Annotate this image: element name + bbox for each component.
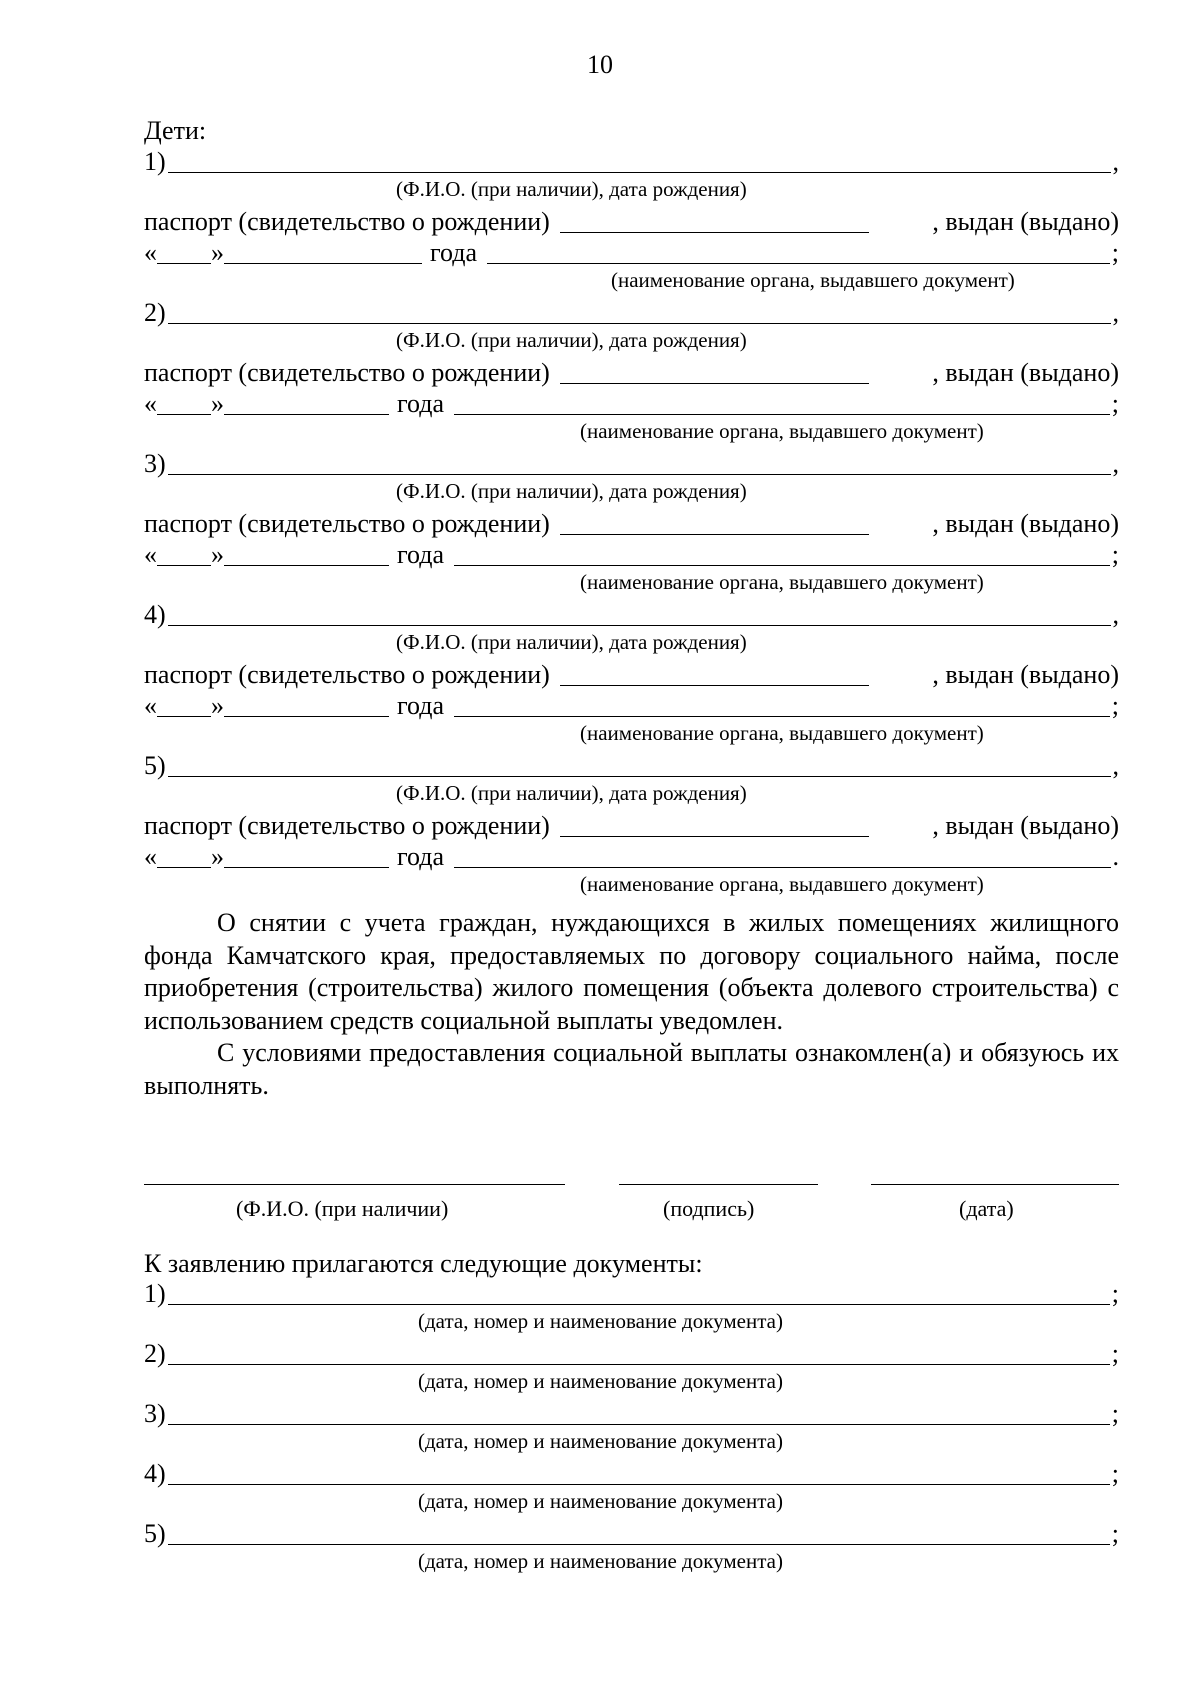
child-line-end: , [1112, 600, 1119, 629]
attachment-number: 5) [144, 1519, 166, 1548]
attachment-line [144, 1519, 1119, 1549]
day-input[interactable] [157, 540, 211, 566]
issued-label: , выдан (выдано) [932, 811, 1119, 840]
attachment-line [144, 1279, 1119, 1309]
passport-line [144, 659, 1119, 690]
issued-label: , выдан (выдано) [932, 660, 1119, 689]
attachment-line-end: ; [1111, 1459, 1119, 1488]
child-entry [144, 146, 1119, 297]
day-input[interactable] [157, 389, 211, 415]
attachment-number: 1) [144, 1279, 166, 1308]
authority-caption-text: (наименование органа, выдавшего документ) [580, 872, 984, 896]
authority-input[interactable] [487, 238, 1110, 264]
authority-caption-text: (наименование органа, выдавшего документ) [580, 721, 984, 745]
attachment-caption-text: (дата, номер и наименование документа) [418, 1489, 783, 1513]
child-number: 4) [144, 600, 166, 629]
fio-label: (Ф.И.О. (при наличии) [236, 1196, 449, 1221]
passport-label: паспорт (свидетельство о рождении) [144, 811, 550, 840]
date-label: (дата) [959, 1196, 1014, 1221]
issue-line-end: . [1112, 842, 1119, 871]
attachment-input[interactable] [168, 1459, 1110, 1485]
child-line-end: , [1112, 449, 1119, 478]
attachment-input[interactable] [168, 1279, 1110, 1305]
quote-open: « [144, 389, 157, 418]
attachment-caption-text: (дата, номер и наименование документа) [418, 1369, 783, 1393]
child-name-line [144, 599, 1119, 630]
issue-date-line [144, 388, 1119, 419]
authority-caption [144, 570, 1119, 599]
passport-label: паспорт (свидетельство о рождении) [144, 660, 550, 689]
authority-caption [144, 268, 1119, 297]
issued-label: , выдан (выдано) [932, 358, 1119, 387]
attachment-line-end: ; [1111, 1519, 1119, 1548]
authority-input[interactable] [454, 691, 1110, 717]
authority-caption [144, 721, 1119, 750]
issued-label: , выдан (выдано) [932, 207, 1119, 236]
authority-input[interactable] [454, 389, 1110, 415]
child-number: 3) [144, 449, 166, 478]
attachments-heading: К заявлению прилагаются следующие документы: [144, 1249, 703, 1278]
day-input[interactable] [157, 842, 211, 868]
issued-label: , выдан (выдано) [932, 509, 1119, 538]
attachment-caption [144, 1429, 1119, 1459]
attachment-caption-text: (дата, номер и наименование документа) [418, 1429, 783, 1453]
child-name-line [144, 146, 1119, 177]
child-fio-input[interactable] [168, 298, 1111, 324]
quote-open: « [144, 238, 157, 267]
attachment-line [144, 1339, 1119, 1369]
passport-input[interactable] [560, 509, 869, 535]
issue-line-end: ; [1111, 238, 1119, 267]
attachment-input[interactable] [168, 1399, 1110, 1425]
issue-date-line [144, 841, 1119, 872]
fio-caption-text: (Ф.И.О. (при наличии), дата рождения) [396, 781, 747, 805]
year-label: года [430, 238, 478, 267]
child-name-line [144, 297, 1119, 328]
authority-caption [144, 872, 1119, 901]
authority-input[interactable] [454, 540, 1110, 566]
quote-close: » [211, 691, 224, 720]
attachment-caption-text: (дата, номер и наименование документа) [418, 1309, 783, 1333]
passport-line [144, 810, 1119, 841]
child-fio-input[interactable] [168, 449, 1111, 475]
fio-caption-text: (Ф.И.О. (при наличии), дата рождения) [396, 479, 747, 503]
children-section [144, 146, 1119, 901]
passport-input[interactable] [560, 207, 869, 233]
authority-caption-text: (наименование органа, выдавшего документ) [580, 419, 984, 443]
passport-line [144, 357, 1119, 388]
fio-signature-line[interactable] [144, 1160, 565, 1185]
child-fio-input[interactable] [168, 600, 1111, 626]
attachment-caption [144, 1489, 1119, 1519]
attachment-line-end: ; [1111, 1339, 1119, 1368]
month-input[interactable] [224, 389, 389, 415]
year-label: года [397, 540, 445, 569]
passport-label: паспорт (свидетельство о рождении) [144, 207, 550, 236]
quote-open: « [144, 540, 157, 569]
fio-caption-text: (Ф.И.О. (при наличии), дата рождения) [396, 630, 747, 654]
quote-close: » [211, 238, 224, 267]
quote-close: » [211, 540, 224, 569]
authority-caption-text: (наименование органа, выдавшего документ) [580, 570, 984, 594]
issue-date-line [144, 539, 1119, 570]
child-fio-input[interactable] [168, 147, 1111, 173]
attachment-number: 4) [144, 1459, 166, 1488]
attachment-input[interactable] [168, 1519, 1110, 1545]
passport-input[interactable] [560, 660, 869, 686]
page-number: 10 [587, 50, 613, 79]
day-input[interactable] [157, 691, 211, 717]
year-label: года [397, 389, 445, 418]
month-input[interactable] [224, 540, 389, 566]
passport-input[interactable] [560, 811, 869, 837]
attachment-line-end: ; [1111, 1399, 1119, 1428]
issue-date-line [144, 690, 1119, 721]
child-number: 5) [144, 751, 166, 780]
child-number: 2) [144, 298, 166, 327]
issue-date-line [144, 237, 1119, 268]
child-entry [144, 750, 1119, 901]
child-name-line [144, 448, 1119, 479]
attachment-caption [144, 1309, 1119, 1339]
fio-caption-text: (Ф.И.О. (при наличии), дата рождения) [396, 177, 747, 201]
authority-input[interactable] [454, 842, 1110, 868]
quote-close: » [211, 389, 224, 418]
children-heading: Дети: [144, 116, 207, 145]
attachment-number: 2) [144, 1339, 166, 1368]
attachment-input[interactable] [168, 1339, 1110, 1365]
child-entry [144, 599, 1119, 750]
attachment-caption [144, 1369, 1119, 1399]
quote-close: » [211, 842, 224, 871]
signature-line[interactable] [619, 1160, 818, 1185]
authority-caption [144, 419, 1119, 448]
fio-caption [144, 781, 1119, 810]
attachment-number: 3) [144, 1399, 166, 1428]
attachment-line [144, 1399, 1119, 1429]
passport-label: паспорт (свидетельство о рождении) [144, 358, 550, 387]
fio-caption-text: (Ф.И.О. (при наличии), дата рождения) [396, 328, 747, 352]
month-input[interactable] [224, 691, 389, 717]
quote-open: « [144, 842, 157, 871]
issue-line-end: ; [1111, 540, 1119, 569]
issue-line-end: ; [1111, 691, 1119, 720]
signature-block [144, 1160, 1119, 1234]
date-signature-line[interactable] [871, 1160, 1119, 1185]
fio-caption [144, 177, 1119, 206]
fio-caption [144, 630, 1119, 659]
child-entry [144, 448, 1119, 599]
passport-line [144, 508, 1119, 539]
month-input[interactable] [224, 238, 422, 264]
fio-caption [144, 479, 1119, 508]
quote-open: « [144, 691, 157, 720]
child-fio-input[interactable] [168, 751, 1111, 777]
authority-caption-text: (наименование органа, выдавшего документ) [611, 268, 1015, 292]
paragraph-deregistration: О снятии с учета граждан, нуждающихся в жилых помещениях жилищного фонда Камчатского края, предоставляемых по договору социального найма, после приобретения (строительства) жилого помещения (объекта долевого строительства) с использованием средств социальной выплаты уведомлен. [144, 908, 1119, 1035]
attachment-caption-text: (дата, номер и наименование документа) [418, 1549, 783, 1573]
passport-input[interactable] [560, 358, 869, 384]
year-label: года [397, 842, 445, 871]
issue-line-end: ; [1111, 389, 1119, 418]
attachment-line [144, 1459, 1119, 1489]
month-input[interactable] [224, 842, 389, 868]
child-name-line [144, 750, 1119, 781]
child-line-end: , [1112, 751, 1119, 780]
attachment-caption [144, 1549, 1119, 1579]
year-label: года [397, 691, 445, 720]
sign-label: (подпись) [663, 1196, 755, 1221]
child-line-end: , [1112, 147, 1119, 176]
fio-caption [144, 328, 1119, 357]
passport-line [144, 206, 1119, 237]
passport-label: паспорт (свидетельство о рождении) [144, 509, 550, 538]
child-number: 1) [144, 147, 166, 176]
attachments-section [144, 1279, 1119, 1579]
application-form-page [144, 115, 1119, 1579]
day-input[interactable] [157, 238, 211, 264]
paragraph-conditions: С условиями предоставления социальной выплаты ознакомлен(а) и обязуюсь их выполнять. [144, 1038, 1119, 1100]
attachment-line-end: ; [1111, 1279, 1119, 1308]
child-entry [144, 297, 1119, 448]
child-line-end: , [1112, 298, 1119, 327]
